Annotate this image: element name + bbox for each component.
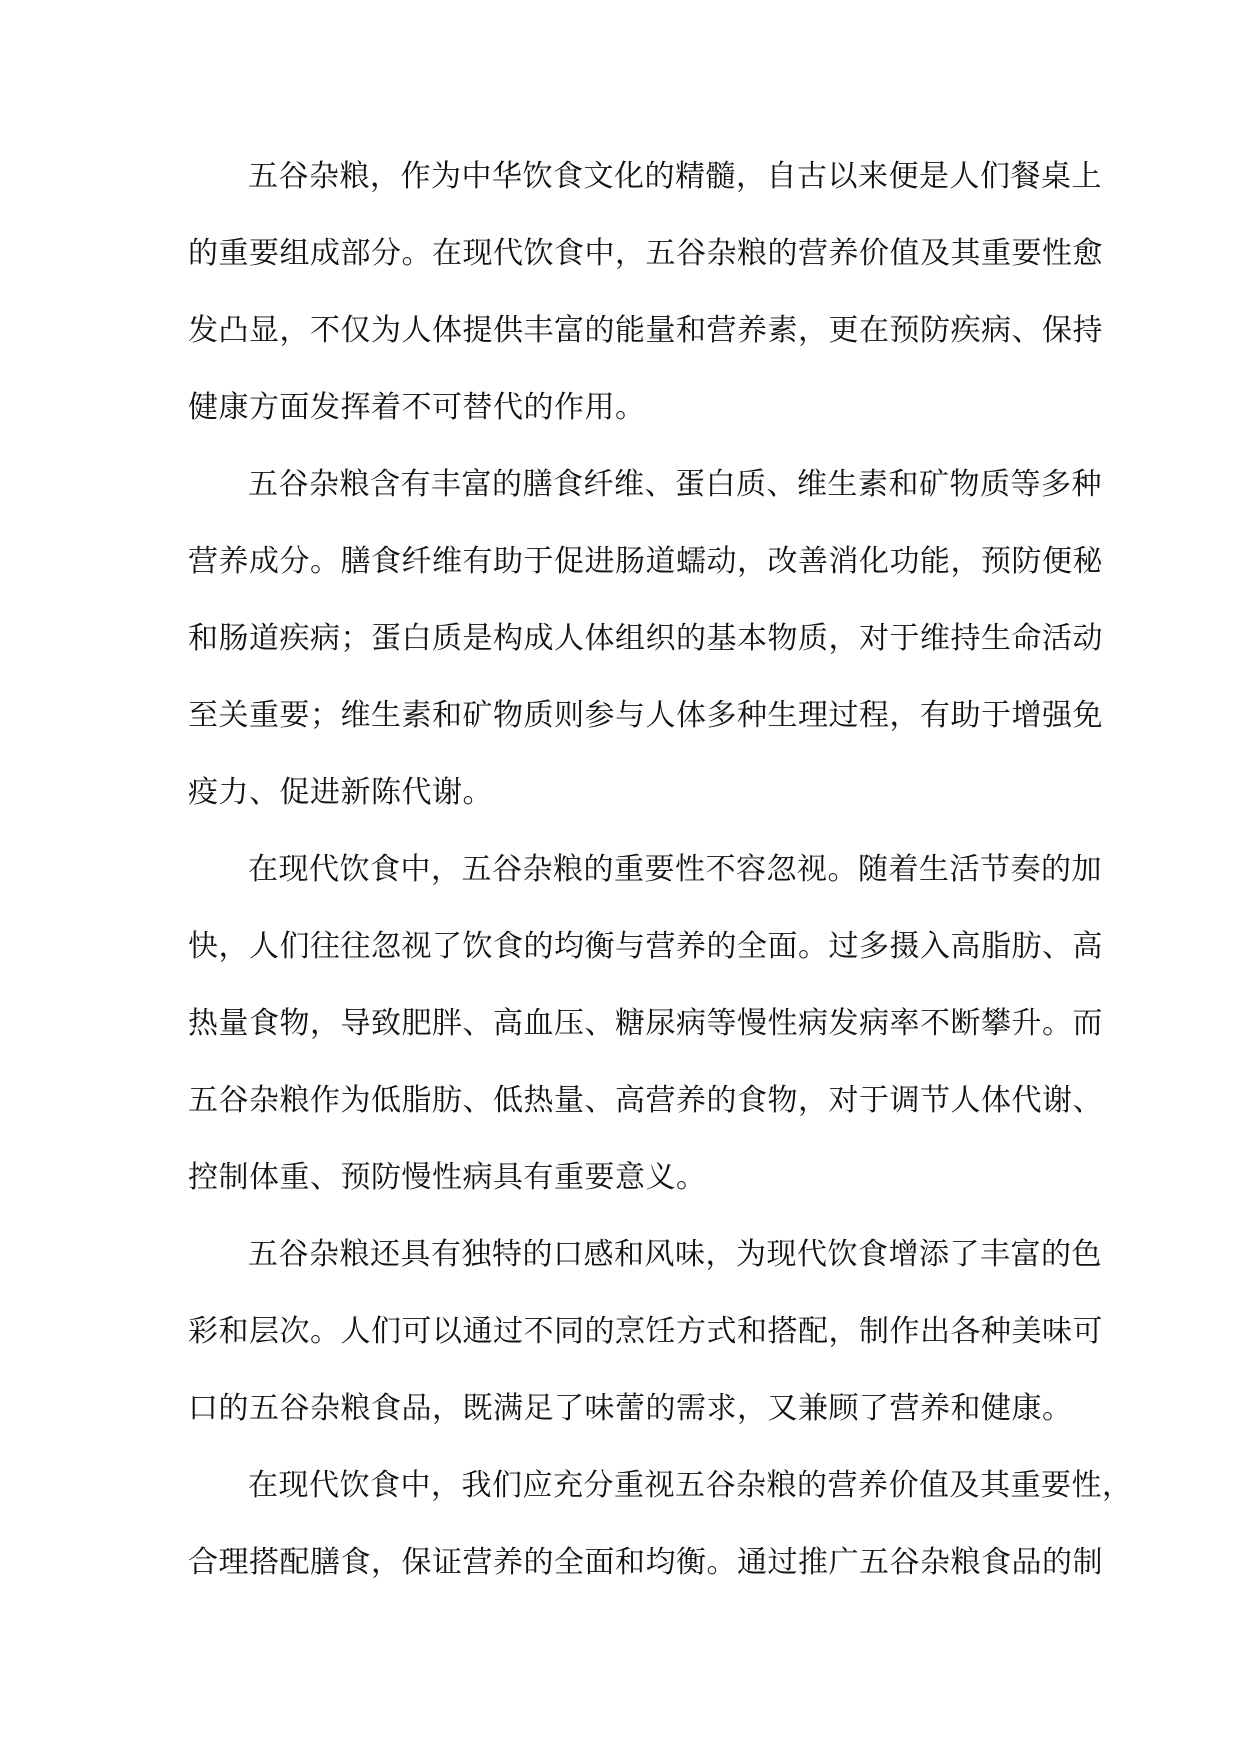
text-line: 发凸显，不仅为人体提供丰富的能量和营养素，更在预防疾病、保持 <box>188 313 1103 348</box>
text-line: 口的五谷杂粮食品，既满足了味蕾的需求，又兼顾了营养和健康。 <box>188 1391 1073 1426</box>
text-line: 至关重要；维生素和矿物质则参与人体多种生理过程，有助于增强免 <box>188 698 1103 733</box>
text-line: 五谷杂粮还具有独特的口感和风味，为现代饮食增添了丰富的色 <box>248 1237 1102 1272</box>
text-line: 快，人们往往忽视了饮食的均衡与营养的全面。过多摄入高脂肪、高 <box>188 929 1103 964</box>
text-line: 热量食物，导致肥胖、高血压、糖尿病等慢性病发病率不断攀升。而 <box>188 1006 1103 1041</box>
text-line: 彩和层次。人们可以通过不同的烹饪方式和搭配，制作出各种美味可 <box>188 1314 1103 1349</box>
text-line: 五谷杂粮，作为中华饮食文化的精髓，自古以来便是人们餐桌上 <box>248 159 1102 194</box>
text-line: 营养成分。膳食纤维有助于促进肠道蠕动，改善消化功能，预防便秘 <box>188 544 1103 579</box>
text-line: 和肠道疾病；蛋白质是构成人体组织的基本物质，对于维持生命活动 <box>188 621 1103 656</box>
text-line: 五谷杂粮含有丰富的膳食纤维、蛋白质、维生素和矿物质等多种 <box>248 467 1102 502</box>
text-line: 在现代饮食中，我们应充分重视五谷杂粮的营养价值及其重要性， <box>248 1468 1133 1503</box>
text-line: 健康方面发挥着不可替代的作用。 <box>188 390 646 425</box>
text-line: 控制体重、预防慢性病具有重要意义。 <box>188 1160 707 1195</box>
text-line: 五谷杂粮作为低脂肪、低热量、高营养的食物，对于调节人体代谢、 <box>188 1083 1103 1118</box>
document-body <box>188 138 1133 1601</box>
text-line: 合理搭配膳食，保证营养的全面和均衡。通过推广五谷杂粮食品的制 <box>188 1545 1103 1580</box>
text-line: 在现代饮食中，五谷杂粮的重要性不容忽视。随着生活节奏的加 <box>248 852 1102 887</box>
text-line: 疫力、促进新陈代谢。 <box>188 775 493 810</box>
text-line: 的重要组成部分。在现代饮食中，五谷杂粮的营养价值及其重要性愈 <box>188 236 1103 271</box>
